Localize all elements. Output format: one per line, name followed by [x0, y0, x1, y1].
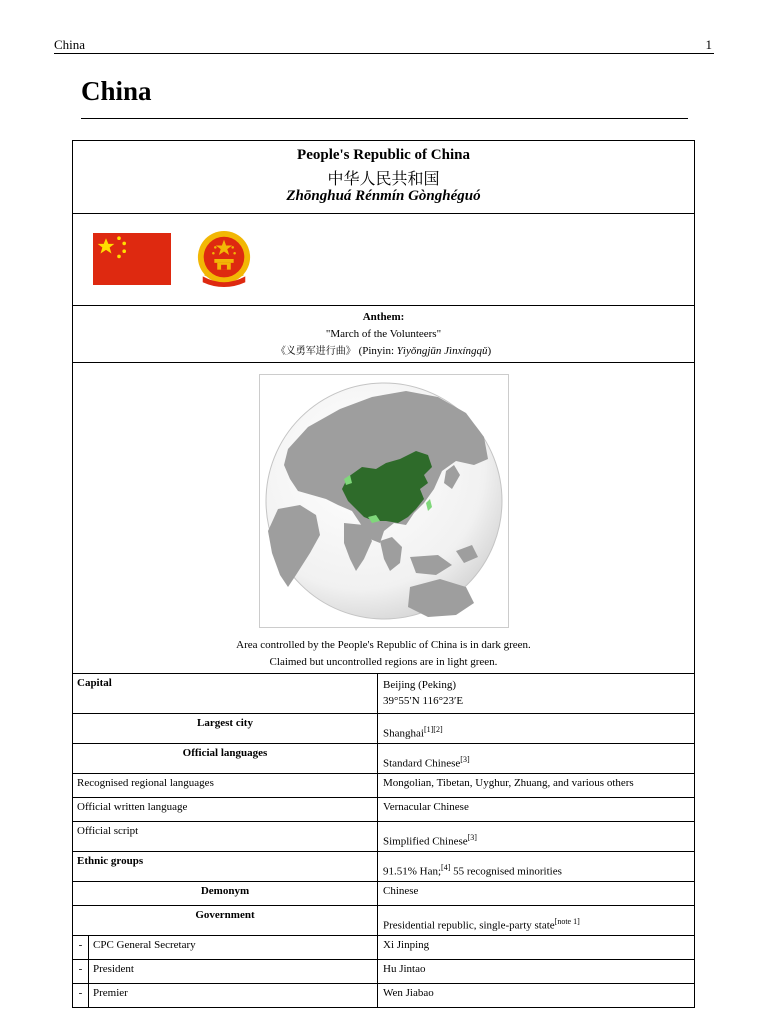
infobox-anthem-section — [73, 306, 694, 363]
row-largest-city-value — [378, 714, 694, 743]
row-government-value — [378, 906, 694, 935]
anthem-pinyin-prefix: (Pinyin: — [355, 345, 397, 357]
row-president-value[interactable]: Hu Jintao — [383, 963, 426, 975]
row-written-language-value: Vernacular Chinese — [383, 801, 469, 813]
row-premier-value[interactable]: Wen Jiabao — [383, 987, 434, 999]
row-premier-label — [73, 984, 378, 1007]
row-demonym — [73, 882, 694, 906]
anthem-pinyin: Yìyǒngjūn Jìnxíngqǔ — [396, 345, 488, 357]
official-languages-ref[interactable]: [3] — [460, 755, 470, 765]
row-official-script — [73, 822, 694, 852]
anthem-label: Anthem: — [362, 311, 405, 323]
row-official-script-label: Official script — [73, 822, 378, 851]
infobox-map-section — [73, 363, 694, 674]
row-official-script-value — [378, 822, 694, 851]
anthem-title[interactable]: "March of the Volunteers" — [325, 328, 442, 340]
government-note-ref[interactable]: [note 1] — [554, 917, 580, 927]
capital-value[interactable]: Beijing (Peking) — [383, 679, 457, 691]
anthem-chinese-title: 《义勇军进行曲》 — [275, 346, 356, 357]
row-premier-label-text[interactable]: Premier — [93, 987, 128, 999]
official-name: People's Republic of China — [297, 147, 470, 163]
row-largest-city — [73, 714, 694, 744]
row-regional-languages-label: Recognised regional languages — [73, 774, 378, 797]
row-written-language-label: Official written language — [73, 798, 378, 821]
row-ethnic-groups-label: Ethnic groups — [73, 852, 378, 881]
anthem-chinese-line — [73, 343, 694, 360]
ethnic-groups-minorities: 55 recognised minorities — [450, 866, 562, 878]
government-value[interactable]: Presidential republic, single-party state — [383, 920, 555, 932]
row-cpc-label — [73, 936, 378, 959]
pinyin-name: Zhōnghuá Rénmín Gònghéguó — [286, 188, 481, 204]
row-capital — [73, 674, 694, 714]
row-cpc-general-secretary — [73, 936, 694, 960]
row-capital-label: Capital — [73, 674, 378, 713]
page-title: China — [81, 76, 152, 106]
row-president-label-text[interactable]: President — [93, 963, 134, 975]
row-demonym-label: Demonym — [73, 882, 378, 905]
official-languages-value[interactable]: Standard Chinese — [383, 758, 461, 770]
row-regional-languages — [73, 774, 694, 798]
row-premier-dash: - — [73, 984, 89, 1007]
infobox-symbols-section — [73, 214, 694, 306]
row-demonym-value[interactable]: Chinese — [383, 885, 419, 897]
chinese-name: 中华人民共和国 — [327, 169, 440, 188]
row-ethnic-groups — [73, 852, 694, 882]
row-premier — [73, 984, 694, 1007]
row-cpc-label-text[interactable]: CPC General Secretary — [93, 939, 196, 951]
row-president-dash: - — [73, 960, 89, 983]
largest-city-value[interactable]: Shanghai — [383, 728, 424, 740]
orthographic-map[interactable] — [259, 374, 509, 628]
row-official-languages-value — [378, 744, 694, 773]
row-official-languages-label: Official languages — [73, 744, 378, 773]
row-cpc-value[interactable]: Xi Jinping — [383, 939, 430, 951]
globe-map — [260, 375, 508, 627]
row-official-languages — [73, 744, 694, 774]
official-script-value[interactable]: Simplified Chinese — [383, 836, 468, 848]
row-largest-city-label: Largest city — [73, 714, 378, 743]
infobox — [72, 140, 695, 1008]
infobox-name-section — [73, 141, 694, 214]
title-divider — [81, 118, 688, 119]
map-caption — [73, 637, 694, 671]
page-number: 1 — [705, 37, 712, 52]
map-caption-line-1: Area controlled by the People's Republic of China is in dark green. — [236, 639, 531, 651]
national-emblem-of-china[interactable] — [195, 228, 253, 290]
row-president — [73, 960, 694, 984]
row-regional-languages-value: Mongolian, Tibetan, Uyghur, Zhuang, and various others — [383, 777, 634, 789]
anthem-pinyin-suffix: ) — [487, 345, 492, 357]
row-government — [73, 906, 694, 936]
running-header — [54, 37, 714, 54]
ethnic-groups-ref[interactable]: [4] — [441, 863, 451, 873]
largest-city-ref[interactable]: [1][2] — [423, 725, 443, 735]
row-written-language — [73, 798, 694, 822]
running-header-title: China — [54, 37, 86, 52]
row-cpc-dash: - — [73, 936, 89, 959]
flag-of-china[interactable] — [93, 233, 171, 285]
row-president-label — [73, 960, 378, 983]
row-ethnic-groups-value — [378, 852, 694, 881]
capital-coordinates[interactable]: 39°55′N 116°23′E — [383, 695, 464, 707]
official-script-ref[interactable]: [3] — [467, 833, 477, 843]
ethnic-groups-han[interactable]: 91.51% Han; — [383, 866, 442, 878]
map-caption-line-2: Claimed but uncontrolled regions are in light green. — [269, 656, 498, 668]
row-capital-value — [378, 674, 694, 713]
row-government-label: Government — [73, 906, 378, 935]
